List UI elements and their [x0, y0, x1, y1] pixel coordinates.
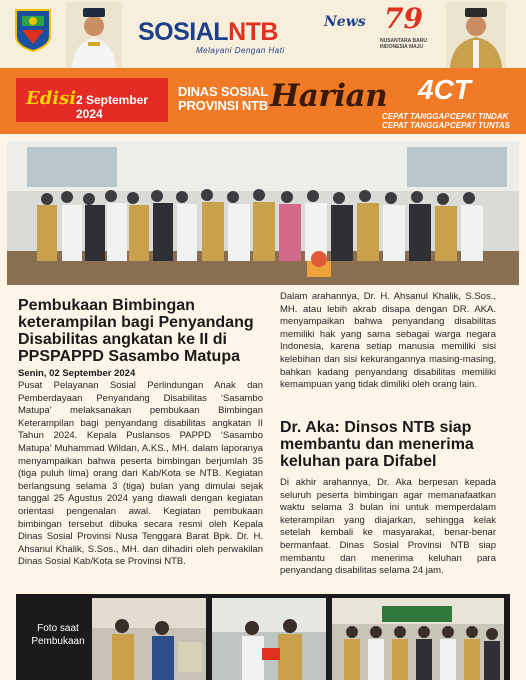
edition-banner [0, 68, 526, 134]
brand-news: News [324, 14, 366, 30]
dinas-sosial-title [178, 85, 268, 113]
gallery-photo [92, 598, 206, 680]
article-body-right: Dalam arahannya, Dr. H. Ahsanul Khalik, S.Sos., MH. atau lebih akrab disapa dengan DR. AKA. menyampaikan bahwa penyandang disabilitas memiliki hak yang sama sebagai warga negara Indonesia, karena setiap manusia memiliki sisi kelebihan dan sisi kekurangannya masing-masing, bahkan kadang penyandang disabilitas memiliki kemampuan yang tidak dimiliki oleh orang lain. [280, 291, 496, 391]
article-date: Senin, 02 September 2024 [18, 368, 136, 379]
gallery-photo [212, 598, 326, 680]
dinas-line-2: PROVINSI NTB [178, 98, 269, 113]
official-portrait [446, 2, 506, 68]
article-2-body: Di akhir arahannya, Dr. Aka berpesan kepada seluruh peserta bimbingan agar memanafaatkan waktu selama 3 bulan ini untuk memperdalam keterampilan yang diajarkan, sehingga kelak setelah kembali ke masyarakat, benar-benar bermanfaat. Dinas Sosial Provinsi NTB siap membantu dan menerima keluhan para penyandang disabilitas selama 24 jam. [280, 477, 496, 577]
gallery-label [26, 622, 90, 648]
governor-portrait [66, 2, 122, 68]
brand-ntb: NTB [228, 18, 278, 46]
gallery-photo [332, 598, 504, 680]
edisi-label: Edisi [26, 88, 77, 109]
article-body-left: Pusat Pelayanan Sosial Perlindungan Anak dan Pemberdayaan Penyandang Disabilitas ‘Sasambo Matupa’ melaksanakan pembukaan Bimbingan Keterampilan bagi penyandang disabilitas angkatan II Tahun 2024. Kepala Puslansos PAPPD ‘Sasambo Matupa’ Muhammad Wildan, A.KS., MH. dalam laporanya menyampaikan bahwa peserta bimbingan berjumlah 35 (tiga puluh lima) orang dari Kab/Kota se NTB. Kegiatan berlangsung selama 3 (tiga) bulan yang dimulai sejak tanggal 25 Agustus 2024 yang diawali dengan kegiatan orientasi pengenalan awal. Kegiatan pembukaan bimbingan tersebut dibuka secara resmi oleh Kepala Dinas Sosial Provinsi Nusa Tenggara Barat Bpk. Dr. H. Ahsanul Khalik, S.Sos., MH. dan dihadiri oleh perwakilan Dinas Sosial Kab/Kota se Provinsi NTB. [18, 380, 263, 568]
article-2-title: Dr. Aka: Dinsos NTB siap membantu dan menerima keluhan para Difabel [280, 419, 474, 470]
group-photo [7, 141, 519, 285]
dinas-line-1: DINAS SOSIAL [178, 84, 269, 99]
anniversary-logo [380, 4, 428, 66]
act-item: CEPAT TANGGAP [382, 121, 450, 130]
gallery-label-line-2: Pembukaan [31, 636, 85, 647]
four-ct-title: 4CT [418, 74, 471, 105]
act-item: CEPAT TANGGAP [382, 112, 450, 121]
photo-gallery [16, 594, 510, 680]
edition-box [16, 78, 168, 122]
anniversary-number: 79 [384, 2, 423, 35]
edition-date: 2 September 2024 [76, 93, 149, 121]
sosial-ntb-news-logo [138, 14, 366, 55]
anniversary-text: NUSANTARA BARU INDONESIA MAJU [380, 38, 427, 50]
brand-sosial: SOSIAL [138, 18, 229, 46]
act-item: CEPAT TINDAK [450, 112, 509, 121]
act-item: CEPAT TUNTAS [450, 121, 510, 130]
harian-title: Harian [270, 78, 388, 114]
brand-tagline: Melayani Dengan Hati [196, 46, 285, 55]
provincial-emblem-icon [14, 8, 52, 52]
masthead [0, 0, 526, 68]
article-title: Pembukaan Bimbingan keterampilan bagi Penyandang Disabilitas angkatan ke II di PPSPAPPD Sasambo Matupa [18, 297, 254, 365]
gallery-label-line-1: Foto saat [37, 623, 79, 634]
four-ct-motto [382, 74, 508, 130]
